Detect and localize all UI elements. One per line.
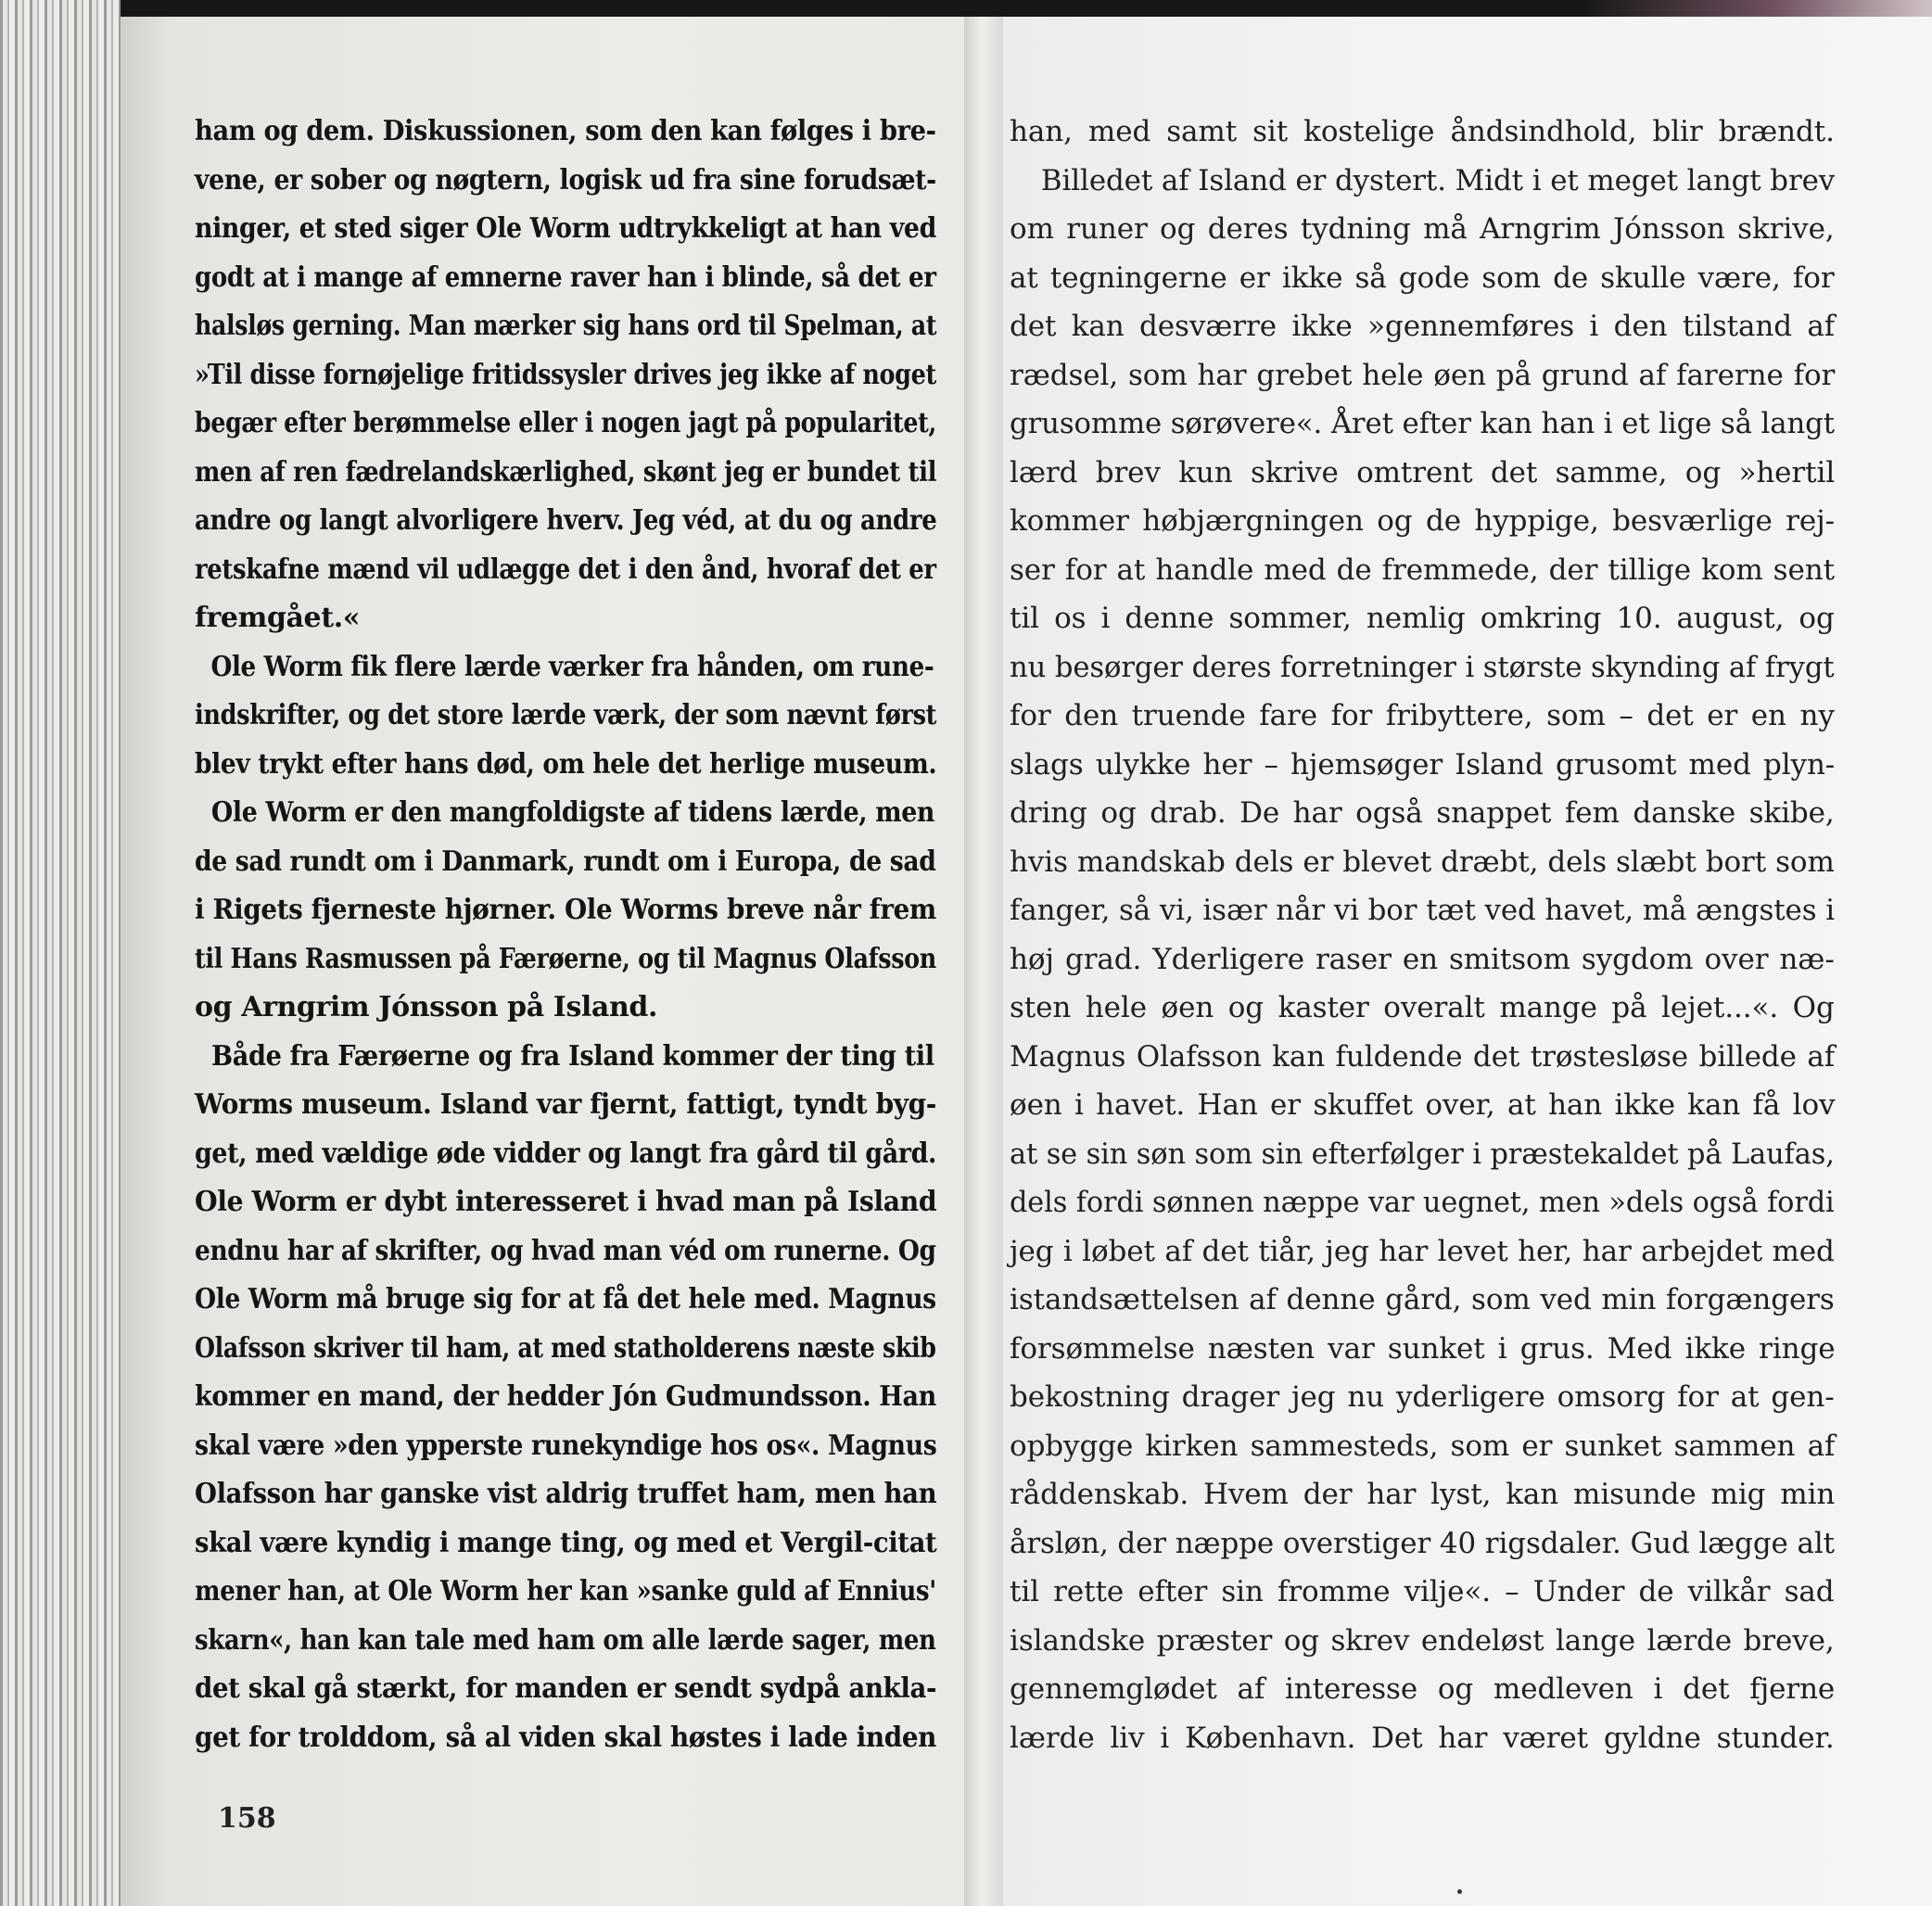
top-right-tint <box>1580 0 1932 17</box>
text-line: til os i denne sommer, nemlig omkring 10. august, og <box>1010 602 1835 635</box>
text-line: jeg i løbet af det tiår, jeg har levet her, har arbejdet med <box>1010 1234 1835 1268</box>
text-line: de sad rundt om i Danmark, rundt om i Europa, de sad <box>195 845 936 878</box>
text-line: at se sin søn som sin efterfølger i præstekaldet på Laufas, <box>1010 1137 1835 1171</box>
text-line: halsløs gerning. Man mærker sig hans ord til Spelman, at <box>195 310 937 342</box>
text-line: kommer høbjærgningen og de hyppige, besværlige rej- <box>1010 504 1835 538</box>
text-line: ser for at handle med de fremmede, der tillige kom sent <box>1010 553 1835 587</box>
text-line: til Hans Rasmussen på Færøerne, og til Magnus Olafsson <box>195 942 936 975</box>
text-line: det skal gå stærkt, for manden er sendt sydpå ankla- <box>195 1672 937 1705</box>
text-line: blev trykt efter hans død, om hele det herlige museum. <box>195 747 937 781</box>
text-line: gennemglødet af interesse og medleven i det fjerne <box>1010 1672 1836 1706</box>
text-line: for den truende fare for fribyttere, som – det er en ny <box>1010 699 1835 732</box>
text-line: fremgået.« <box>195 602 361 634</box>
text-line: i Rigets fjerneste hjørner. Ole Worms breve når frem <box>195 894 936 926</box>
text-line: han, med samt sit kostelige åndsindhold, blir brændt. <box>1010 115 1835 148</box>
left-text-column <box>195 108 936 1762</box>
text-line: retskafne mænd vil udlægge det i den ånd, hvoraf det er <box>195 553 936 586</box>
text-line: opbygge kirken sammesteds, som er sunket sammen af <box>1010 1429 1836 1463</box>
text-line: men af ren fædrelandskærlighed, skønt jeg er bundet til <box>195 455 937 489</box>
text-line: lærde liv i København. Det har været gyldne stunder. <box>1010 1721 1835 1755</box>
text-line: grusomme sørøvere«. Året efter kan han i et lige så langt <box>1010 407 1835 440</box>
page-number: 158 <box>218 1802 276 1835</box>
text-line: skal være »den ypperste runekyndige hos os«. Magnus <box>195 1429 937 1462</box>
text-line: hvis mandskab dels er blevet dræbt, dels slæbt bort som <box>1010 845 1835 879</box>
text-line: Ole Worm er dybt interesseret i hvad man på Island <box>195 1186 937 1218</box>
text-line: lærd brev kun skrive omtrent det samme, og »hertil <box>1010 455 1836 489</box>
text-line: skal være kyndig i mange ting, og med et Vergil-citat <box>195 1526 937 1559</box>
text-line: slags ulykke her – hjemsøger Island grusomt med plyn- <box>1010 747 1836 781</box>
text-line: get, med vældige øde vidder og langt fra gård til gård. <box>195 1137 937 1170</box>
text-line: øen i havet. Han er skuffet over, at han ikke kan få lov <box>1010 1088 1836 1122</box>
text-line: begær efter berømmelse eller i nogen jagt på popularitet, <box>195 407 936 439</box>
text-line: godt at i mange af emnerne raver han i blinde, så det er <box>195 260 936 294</box>
text-line: høj grad. Yderligere raser en smitsom sygdom over næ- <box>1010 942 1835 976</box>
text-line: fanger, så vi, især når vi bor tæt ved havet, må ængstes i <box>1010 894 1836 927</box>
text-line: at tegningerne er ikke så gode som de skulle være, for <box>1010 260 1835 295</box>
text-line: dring og drab. De har også snappet fem danske skibe, <box>1010 796 1835 830</box>
text-line: og Arngrim Jónsson på Island. <box>195 991 658 1023</box>
text-line: andre og langt alvorligere hverv. Jeg véd, at du og andre <box>195 504 937 537</box>
text-line: Både fra Færøerne og fra Island kommer der ting til <box>211 1039 934 1073</box>
text-line: get for trolddom, så al viden skal høstes i lade inden <box>195 1721 937 1754</box>
text-line: Ole Worm må bruge sig for at få det hele med. Magnus <box>195 1283 936 1315</box>
text-line: årsløn, der næppe overstiger 40 rigsdaler. Gud lægge alt <box>1010 1526 1835 1560</box>
text-line: forsømmelse næsten var sunket i grus. Med ikke ringe <box>1010 1331 1836 1366</box>
text-line: sten hele øen og kaster overalt mange på lejet...«. Og <box>1010 991 1835 1024</box>
text-line: rædsel, som har grebet hele øen på grund af farerne for <box>1010 358 1836 392</box>
text-line: mener han, at Ole Worm her kan »sanke guld af Ennius' <box>195 1575 936 1607</box>
text-line: Worms museum. Island var fjernt, fattigt, tyndt byg- <box>195 1088 937 1121</box>
text-line: Ole Worm fik flere lærde værker fra hånden, om rune- <box>210 650 934 683</box>
text-line: ninger, et sted siger Ole Worm udtrykkeligt at han ved <box>195 212 936 245</box>
text-line: vene, er sober og nøgtern, logisk ud fra sine forudsæt- <box>195 163 936 197</box>
right-text-column <box>1010 108 1853 1762</box>
text-line: ham og dem. Diskussionen, som den kan følges i bre- <box>195 115 936 147</box>
book-gutter <box>964 17 1003 1906</box>
text-line: bekostning drager jeg nu yderligere omsorg for at gen- <box>1010 1380 1835 1414</box>
text-line: Olafsson skriver til ham, at med statholderens næste skib <box>195 1331 936 1365</box>
page-edges-stack <box>0 0 121 1906</box>
text-line: kommer en mand, der hedder Jón Gudmundsson. Han <box>195 1380 936 1413</box>
right-page <box>1003 17 1932 1906</box>
text-line: Ole Worm er den mangfoldigste af tidens lærde, men <box>210 796 935 829</box>
ink-speck <box>1457 1889 1462 1894</box>
text-line: nu besørger deres forretninger i største skynding af frygt <box>1010 650 1835 684</box>
text-line: om runer og deres tydning må Arngrim Jónsson skrive, <box>1010 212 1835 246</box>
text-line: råddenskab. Hvem der har lyst, kan misunde mig min <box>1010 1478 1836 1511</box>
text-line: det kan desværre ikke »gennemføres i den tilstand af <box>1010 310 1836 343</box>
text-line: endnu har af skrifter, og hvad man véd om runerne. Og <box>195 1234 936 1267</box>
text-line: islandske præster og skrev endeløst lange lærde breve, <box>1010 1623 1835 1658</box>
text-line: Olafsson har ganske vist aldrig truffet ham, men han <box>195 1478 937 1510</box>
text-line: dels fordi sønnen næppe var uegnet, men »dels også fordi <box>1010 1186 1835 1219</box>
text-line: Billedet af Island er dystert. Midt i et meget langt brev <box>1040 163 1836 197</box>
text-line: skarn«, han kan tale med ham om alle lærde sager, men <box>195 1623 936 1657</box>
text-line: »Til disse fornøjelige fritidssysler drives jeg ikke af noget <box>195 358 936 391</box>
text-line: indskrifter, og det store lærde værk, der som nævnt først <box>195 699 937 731</box>
text-line: istandsættelsen af denne gård, som ved min forgængers <box>1010 1283 1835 1316</box>
text-line: Magnus Olafsson kan fuldende det trøstesløse billede af <box>1010 1039 1836 1074</box>
left-page <box>121 17 964 1906</box>
text-line: til rette efter sin fromme vilje«. – Under de vilkår sad <box>1010 1575 1835 1608</box>
